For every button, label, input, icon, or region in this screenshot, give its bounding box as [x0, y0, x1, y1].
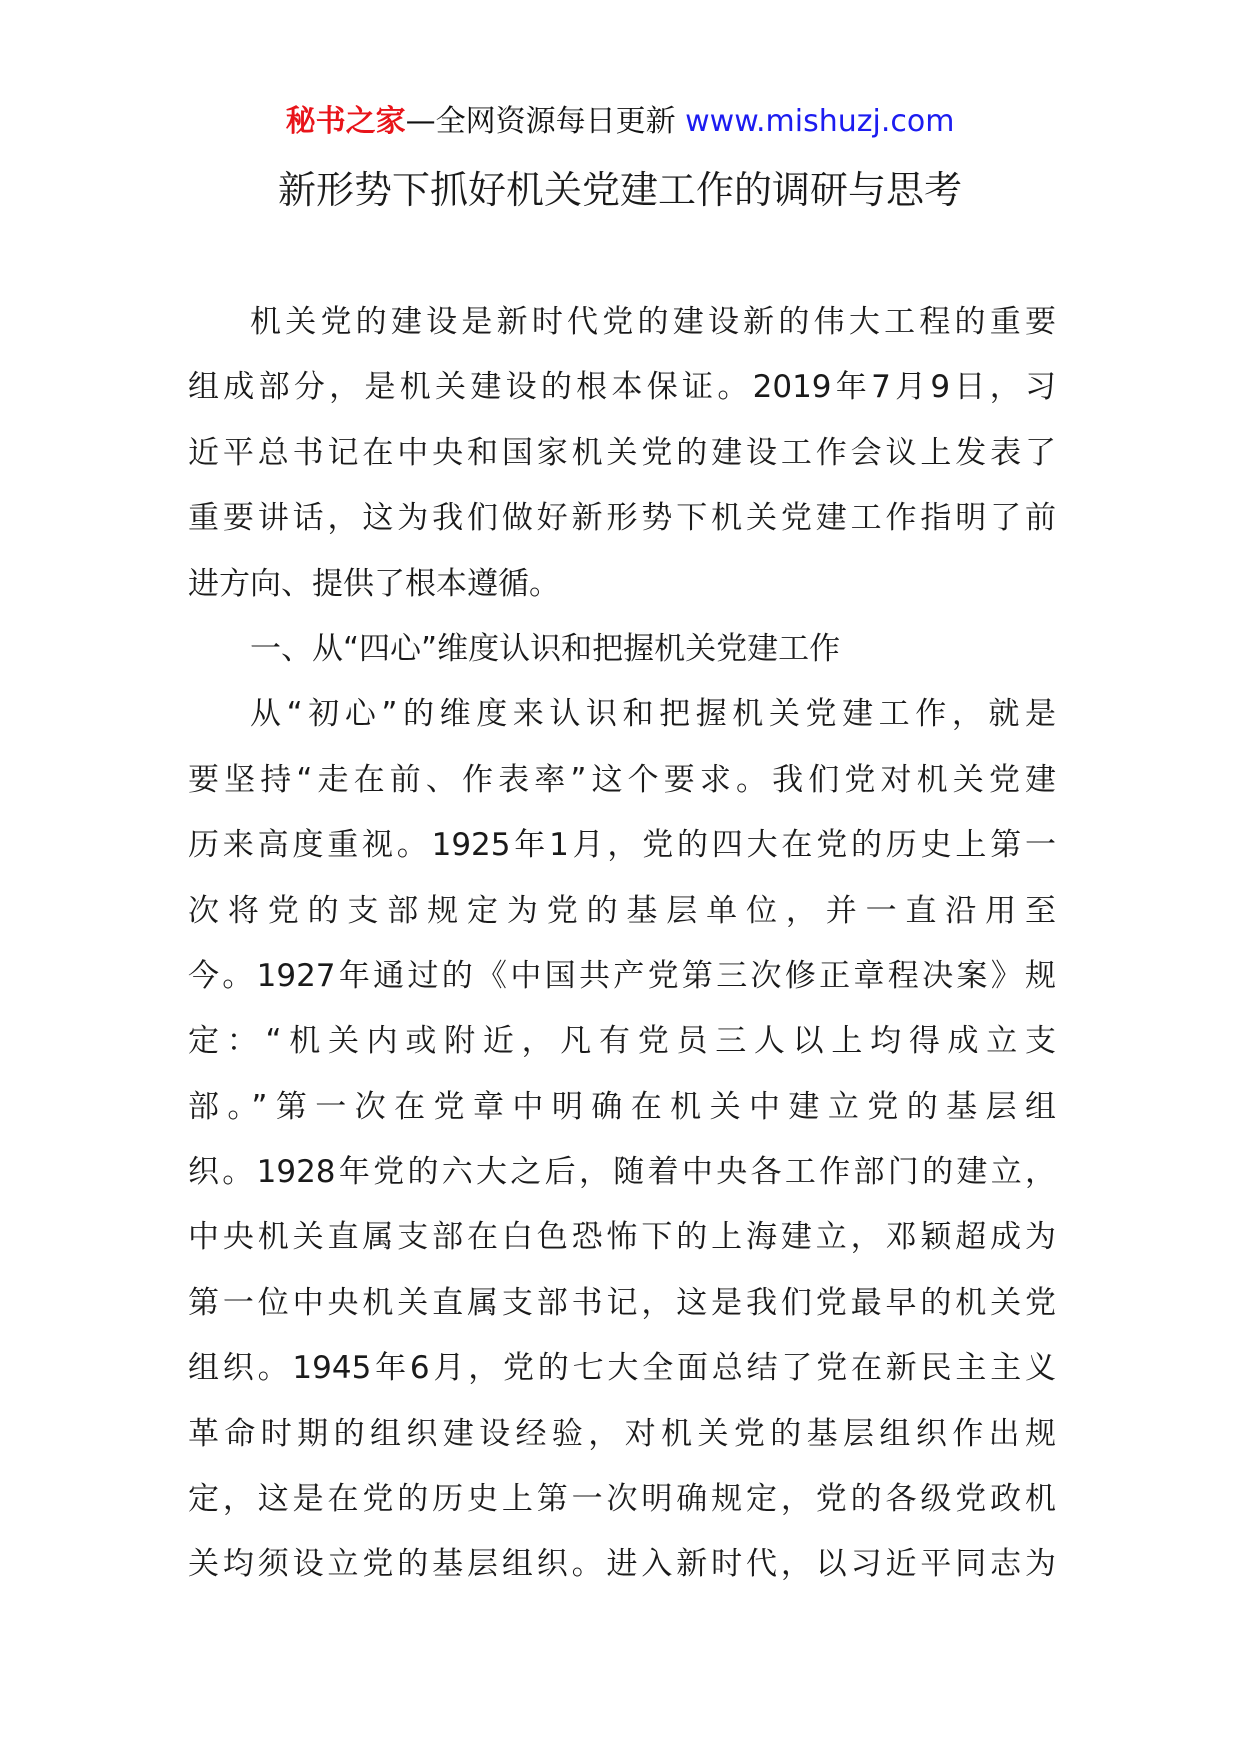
text-line: 次将党的支部规定为党的基层单位，并一直沿用至 — [188, 892, 1056, 929]
text-line: 进方向、提供了根本遵循。 — [188, 565, 560, 602]
text-line: 近平总书记在中央和国家机关党的建设工作会议上发表了 — [188, 434, 1056, 471]
text-line: 定：“机关内或附近，凡有党员三人以上均得成立支 — [188, 1023, 1056, 1060]
header-tagline: —全网资源每日更新 — [405, 104, 676, 139]
text-line: 要坚持“走在前、作表率”这个要求。我们党对机关党建 — [188, 761, 1056, 798]
text-line: 革命时期的组织建设经验，对机关党的基层组织作出规 — [188, 1415, 1056, 1452]
document-title: 新形势下抓好机关党建工作的调研与思考 — [277, 168, 962, 212]
text-line: 机关党的建设是新时代党的建设新的伟大工程的重要 — [250, 304, 1056, 340]
site-link[interactable]: www.mishuzj.com — [685, 104, 955, 139]
text-line: 关均须设立党的基层组织。进入新时代，以习近平同志为 — [188, 1546, 1056, 1583]
text-line: 中央机关直属支部在白色恐怖下的上海建立，邓颖超成为 — [188, 1219, 1056, 1256]
text-line: 织。1928年党的六大之后，随着中央各工作部门的建立， — [188, 1154, 1056, 1191]
section-heading: 一、从“四心”维度认识和把握机关党建工作 — [250, 630, 841, 667]
text-line: 今。1927年通过的《中国共产党第三次修正章程决案》规 — [188, 957, 1056, 994]
text-line: 定，这是在党的历史上第一次明确规定，党的各级党政机 — [188, 1481, 1056, 1518]
text-line: 从“初心”的维度来认识和把握机关党建工作，就是 — [250, 696, 1056, 733]
text-line: 组织。1945年6月，党的七大全面总结了党在新民主主义 — [188, 1350, 1056, 1387]
text-line: 重要讲话，这为我们做好新形势下机关党建工作指明了前 — [188, 500, 1056, 537]
brand-name: 秘书之家 — [285, 104, 406, 139]
text-line: 历来高度重视。1925年1月，党的四大在党的历史上第一 — [188, 827, 1056, 864]
page-header — [0, 102, 1240, 142]
document-body — [188, 290, 1056, 1598]
text-line: 第一位中央机关直属支部书记，这是我们党最早的机关党 — [188, 1284, 1056, 1321]
text-line: 部。”第一次在党章中明确在机关中建立党的基层组 — [188, 1088, 1056, 1125]
text-line: 组成部分，是机关建设的根本保证。2019年7月9日，习 — [188, 369, 1056, 406]
